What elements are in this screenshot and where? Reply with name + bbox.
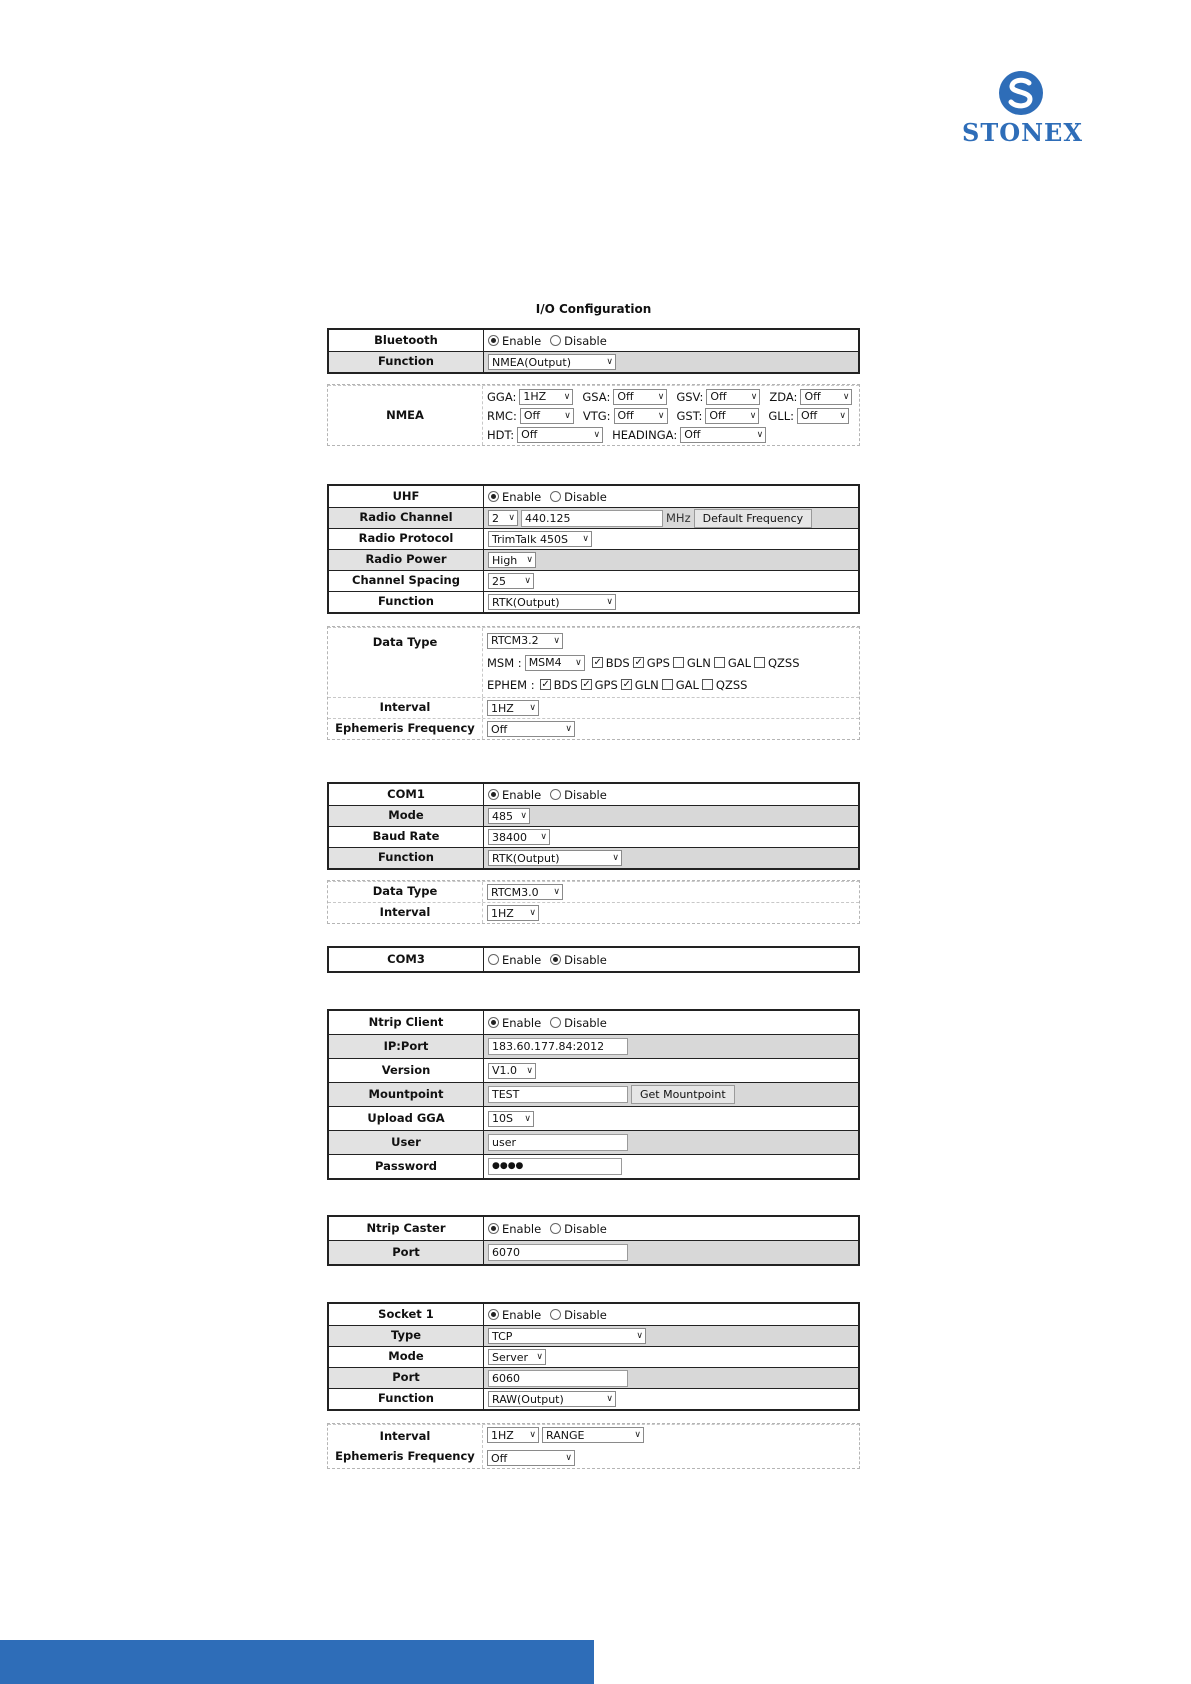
com1-mode-label: Mode	[329, 806, 484, 826]
chevron-down-icon: ∨	[575, 657, 582, 668]
chevron-down-icon: ∨	[593, 429, 601, 440]
radio-protocol-label: Radio Protocol	[329, 529, 484, 549]
com1-enable-radio[interactable]	[488, 789, 499, 800]
nmea-label: NMEA	[328, 386, 483, 445]
disable-text: Disable	[564, 489, 607, 504]
rmc-label: RMC:	[487, 408, 517, 423]
password-input[interactable]: ●●●●	[488, 1158, 622, 1175]
socket1-port-label: Port	[329, 1368, 484, 1388]
enable-text: Enable	[502, 1015, 542, 1030]
footer-bar	[0, 1640, 594, 1684]
ephem-qzss-label: QZSS	[715, 677, 748, 692]
frequency-unit: MHz	[666, 511, 691, 525]
socket1-interval-value: 1HZ	[491, 1428, 514, 1442]
uhf-interval-value: 1HZ	[491, 701, 514, 715]
chevron-down-icon: ∨	[842, 391, 850, 402]
headinga-label: HEADINGA:	[612, 427, 678, 442]
gll-value: Off	[800, 409, 818, 422]
uhf-interval-label: Interval	[328, 698, 483, 718]
chevron-down-icon: ∨	[565, 1453, 572, 1463]
socket1-mode-select[interactable]	[488, 1349, 546, 1365]
chevron-down-icon: ∨	[526, 555, 533, 565]
version-select[interactable]	[488, 1063, 536, 1079]
gsa-select[interactable]	[613, 389, 667, 405]
msm-gal-label: GAL	[727, 655, 751, 670]
com1-baud-value: 38400	[492, 830, 527, 844]
uhf-function-label: Function	[329, 592, 484, 612]
com1-function-label: Function	[329, 848, 484, 868]
bluetooth-section	[327, 328, 860, 374]
ntrip-caster-disable-radio[interactable]	[550, 1223, 561, 1234]
password-label: Password	[329, 1155, 484, 1178]
ntrip-client-enable-radio[interactable]	[488, 1017, 499, 1028]
headinga-value: Off	[684, 428, 701, 441]
caster-port-input[interactable]: 6070	[488, 1244, 628, 1261]
upload-gga-select[interactable]	[488, 1111, 534, 1127]
uhf-disable-radio[interactable]	[550, 491, 561, 502]
com1-mode-select[interactable]	[488, 808, 530, 824]
zda-value: Off	[804, 390, 821, 403]
msm-select[interactable]	[525, 655, 585, 671]
page-title: I/O Configuration	[535, 302, 652, 316]
bluetooth-function-select[interactable]	[488, 354, 616, 370]
hdt-value: Off	[521, 428, 538, 441]
gga-value: 1HZ	[523, 390, 547, 403]
radio-power-value: High	[492, 553, 518, 567]
caster-port-label: Port	[329, 1241, 484, 1264]
socket1-range-select[interactable]	[542, 1427, 644, 1443]
socket1-range-value: RANGE	[546, 1428, 585, 1442]
chevron-down-icon: ∨	[749, 410, 757, 421]
chevron-down-icon: ∨	[657, 391, 665, 402]
disable-text: Disable	[564, 333, 607, 348]
uhf-ephemeris-select[interactable]	[487, 721, 575, 737]
disable-text: Disable	[564, 1307, 607, 1322]
get-mountpoint-button[interactable]: Get Mountpoint	[631, 1085, 735, 1104]
chevron-down-icon: ∨	[563, 391, 571, 402]
com1-function-value: RTK(Output)	[492, 851, 560, 865]
gga-label: GGA:	[487, 389, 517, 404]
enable-text: Enable	[502, 333, 542, 348]
socket1-interval-label: Interval	[379, 1429, 431, 1444]
chevron-down-icon: ∨	[520, 811, 527, 821]
upload-gga-value: 10S	[492, 1112, 513, 1125]
rmc-select[interactable]	[520, 408, 574, 424]
enable-text: Enable	[502, 1221, 542, 1236]
enable-text: Enable	[502, 1307, 542, 1322]
msm-gps-label: GPS	[646, 655, 670, 670]
chevron-down-icon: ∨	[756, 429, 764, 440]
zda-select[interactable]	[800, 389, 852, 405]
uhf-interval-select[interactable]	[487, 700, 539, 716]
disable-text: Disable	[564, 952, 607, 967]
msm-gln-checkbox[interactable]	[673, 657, 684, 668]
channel-spacing-select[interactable]	[488, 573, 534, 589]
com3-section	[327, 946, 860, 973]
chevron-down-icon: ∨	[634, 1430, 641, 1440]
uhf-data-type-value: RTCM3.2	[491, 634, 539, 647]
com1-interval-value: 1HZ	[491, 906, 514, 920]
uhf-ephemeris-value: Off	[491, 722, 508, 736]
uhf-section	[327, 484, 860, 614]
chevron-down-icon: ∨	[529, 908, 536, 918]
com1-interval-label: Interval	[328, 903, 483, 923]
bluetooth-enable-radio[interactable]	[488, 335, 499, 346]
com1-mode-value: 485	[492, 809, 513, 823]
radio-channel-label: Radio Channel	[329, 508, 484, 528]
mountpoint-input[interactable]: TEST	[488, 1086, 628, 1103]
user-input[interactable]: user	[488, 1134, 628, 1151]
disable-text: Disable	[564, 787, 607, 802]
nmea-section	[327, 384, 860, 446]
chevron-down-icon: ∨	[526, 1065, 533, 1076]
ipport-label: IP:Port	[329, 1035, 484, 1058]
ntrip-caster-label: Ntrip Caster	[329, 1217, 484, 1240]
socket1-enable-radio[interactable]	[488, 1309, 499, 1320]
ephem-qzss-checkbox[interactable]	[702, 679, 713, 690]
socket1-function-select[interactable]	[488, 1391, 616, 1407]
chevron-down-icon: ∨	[540, 832, 547, 842]
uhf-function-value: RTK(Output)	[492, 595, 560, 609]
ephem-gps-label: GPS	[594, 677, 618, 692]
socket1-mode-label: Mode	[329, 1347, 484, 1367]
radio-channel-select[interactable]	[488, 510, 518, 526]
msm-qzss-label: QZSS	[768, 655, 800, 670]
version-label: Version	[329, 1059, 484, 1082]
headinga-select[interactable]	[680, 427, 766, 443]
ntrip-client-label: Ntrip Client	[329, 1011, 484, 1034]
upload-gga-label: Upload GGA	[329, 1107, 484, 1130]
enable-text: Enable	[502, 787, 542, 802]
com3-disable-radio[interactable]	[550, 954, 561, 965]
stonex-logo-icon	[998, 70, 1044, 116]
uhf-label: UHF	[329, 486, 484, 507]
chevron-down-icon: ∨	[524, 576, 531, 586]
ntrip-caster-enable-radio[interactable]	[488, 1223, 499, 1234]
chevron-down-icon: ∨	[564, 410, 571, 421]
ntrip-client-disable-radio[interactable]	[550, 1017, 561, 1028]
gsv-label: GSV:	[676, 389, 704, 404]
uhf-ephemeris-label: Ephemeris Frequency	[328, 719, 483, 739]
rmc-value: Off	[523, 409, 541, 422]
com3-label: COM3	[329, 948, 484, 971]
chevron-down-icon: ∨	[606, 597, 613, 607]
ephem-bds-checkbox[interactable]	[540, 679, 551, 690]
disable-text: Disable	[564, 1015, 607, 1030]
socket1-ephemeris-select[interactable]	[487, 1450, 575, 1466]
chevron-down-icon: ∨	[657, 410, 665, 421]
gst-select[interactable]	[705, 408, 759, 424]
chevron-down-icon: ∨	[553, 635, 560, 646]
zda-label: ZDA:	[769, 389, 798, 404]
com1-disable-radio[interactable]	[550, 789, 561, 800]
uhf-function-select[interactable]	[488, 594, 616, 610]
gll-label: GLL:	[768, 408, 794, 423]
uhf-data-section	[327, 626, 860, 740]
socket1-interval-select[interactable]	[487, 1427, 539, 1443]
chevron-down-icon: ∨	[839, 410, 846, 421]
gsv-select[interactable]	[706, 389, 760, 405]
ipport-input[interactable]: 183.60.177.84:2012	[488, 1038, 628, 1055]
socket1-function-value: RAW(Output)	[492, 1392, 564, 1406]
enable-text: Enable	[502, 489, 542, 504]
msm-gps-checkbox[interactable]	[633, 657, 644, 668]
default-frequency-button[interactable]: Default Frequency	[694, 509, 813, 528]
radio-channel-value: 2	[492, 511, 499, 525]
radio-power-label: Radio Power	[329, 550, 484, 570]
gst-label: GST:	[676, 408, 703, 423]
com1-interval-select[interactable]	[487, 905, 539, 921]
bluetooth-disable-radio[interactable]	[550, 335, 561, 346]
uhf-data-type-label: Data Type	[328, 628, 483, 697]
ephem-gln-checkbox[interactable]	[621, 679, 632, 690]
ephem-gps-checkbox[interactable]	[581, 679, 592, 690]
stonex-logo	[962, 70, 1083, 150]
msm-value: MSM4	[528, 656, 562, 669]
radio-protocol-value: TrimTalk 450S	[492, 532, 568, 546]
radio-power-select[interactable]	[488, 552, 536, 568]
gga-select[interactable]	[519, 389, 573, 405]
radio-protocol-select[interactable]	[488, 531, 592, 547]
gll-select[interactable]	[797, 408, 849, 424]
mountpoint-label: Mountpoint	[329, 1083, 484, 1106]
ntrip-caster-section	[327, 1215, 860, 1266]
ephem-gal-label: GAL	[675, 677, 699, 692]
uhf-data-type-select[interactable]	[487, 633, 563, 649]
socket1-mode-value: Server	[492, 1350, 529, 1364]
channel-spacing-label: Channel Spacing	[329, 571, 484, 591]
msm-gal-checkbox[interactable]	[714, 657, 725, 668]
uhf-enable-radio[interactable]	[488, 491, 499, 502]
ephem-label: EPHEM :	[487, 677, 535, 692]
frequency-input[interactable]: 440.125	[521, 510, 663, 527]
hdt-select[interactable]	[517, 427, 603, 443]
socket1-section	[327, 1302, 860, 1411]
chevron-down-icon: ∨	[606, 357, 613, 367]
vtg-label: VTG:	[582, 408, 611, 423]
chevron-down-icon: ∨	[636, 1331, 643, 1341]
msm-bds-checkbox[interactable]	[592, 657, 603, 668]
gsv-value: Off	[710, 390, 727, 403]
com1-section	[327, 782, 860, 870]
gst-value: Off	[709, 409, 726, 422]
bluetooth-label: Bluetooth	[329, 330, 484, 351]
ephem-gal-checkbox[interactable]	[662, 679, 673, 690]
chevron-down-icon: ∨	[524, 1113, 531, 1124]
gsa-label: GSA:	[582, 389, 611, 404]
socket1-type-select[interactable]	[488, 1328, 646, 1344]
msm-bds-label: BDS	[605, 655, 630, 670]
com1-function-select[interactable]	[488, 850, 622, 866]
socket1-type-label: Type	[329, 1326, 484, 1346]
com1-baud-select[interactable]	[488, 829, 550, 845]
hdt-label: HDT:	[487, 427, 515, 442]
chevron-down-icon: ∨	[529, 1430, 536, 1440]
chevron-down-icon: ∨	[508, 513, 515, 523]
enable-text: Enable	[502, 952, 542, 967]
socket1-data-section	[327, 1423, 860, 1469]
chevron-down-icon: ∨	[606, 1394, 613, 1404]
com1-data-type-label: Data Type	[328, 882, 483, 902]
com3-enable-radio[interactable]	[488, 954, 499, 965]
bluetooth-function-label: Function	[329, 352, 484, 372]
msm-label: MSM :	[487, 655, 522, 670]
chevron-down-icon: ∨	[750, 391, 758, 402]
channel-spacing-value: 25	[492, 574, 506, 588]
chevron-down-icon: ∨	[612, 853, 619, 863]
disable-text: Disable	[564, 1221, 607, 1236]
chevron-down-icon: ∨	[536, 1352, 543, 1362]
socket1-disable-radio[interactable]	[550, 1309, 561, 1320]
socket1-port-input[interactable]: 6060	[488, 1370, 628, 1387]
socket1-type-value: TCP	[492, 1329, 513, 1343]
com1-data-section	[327, 880, 860, 924]
ephem-bds-label: BDS	[553, 677, 578, 692]
com1-baud-label: Baud Rate	[329, 827, 484, 847]
chevron-down-icon: ∨	[553, 887, 560, 897]
msm-qzss-checkbox[interactable]	[754, 657, 765, 668]
socket1-ephemeris-label: Ephemeris Frequency	[335, 1448, 475, 1463]
socket1-label: Socket 1	[329, 1304, 484, 1325]
user-label: User	[329, 1131, 484, 1154]
gsa-value: Off	[617, 390, 634, 403]
vtg-value: Off	[617, 409, 634, 422]
socket1-ephemeris-value: Off	[491, 1451, 508, 1465]
ntrip-client-section	[327, 1009, 860, 1180]
com1-data-type-select[interactable]	[487, 884, 563, 900]
version-value: V1.0	[492, 1064, 518, 1077]
com1-data-type-value: RTCM3.0	[491, 885, 539, 899]
msm-gln-label: GLN	[686, 655, 711, 670]
chevron-down-icon: ∨	[582, 534, 589, 544]
chevron-down-icon: ∨	[529, 703, 536, 713]
bluetooth-function-value: NMEA(Output)	[492, 355, 571, 369]
ephem-gln-label: GLN	[634, 677, 659, 692]
chevron-down-icon: ∨	[565, 724, 572, 734]
brand-name: STONEX	[962, 118, 1083, 147]
com1-label: COM1	[329, 784, 484, 805]
vtg-select[interactable]	[614, 408, 668, 424]
socket1-function-label: Function	[329, 1389, 484, 1409]
